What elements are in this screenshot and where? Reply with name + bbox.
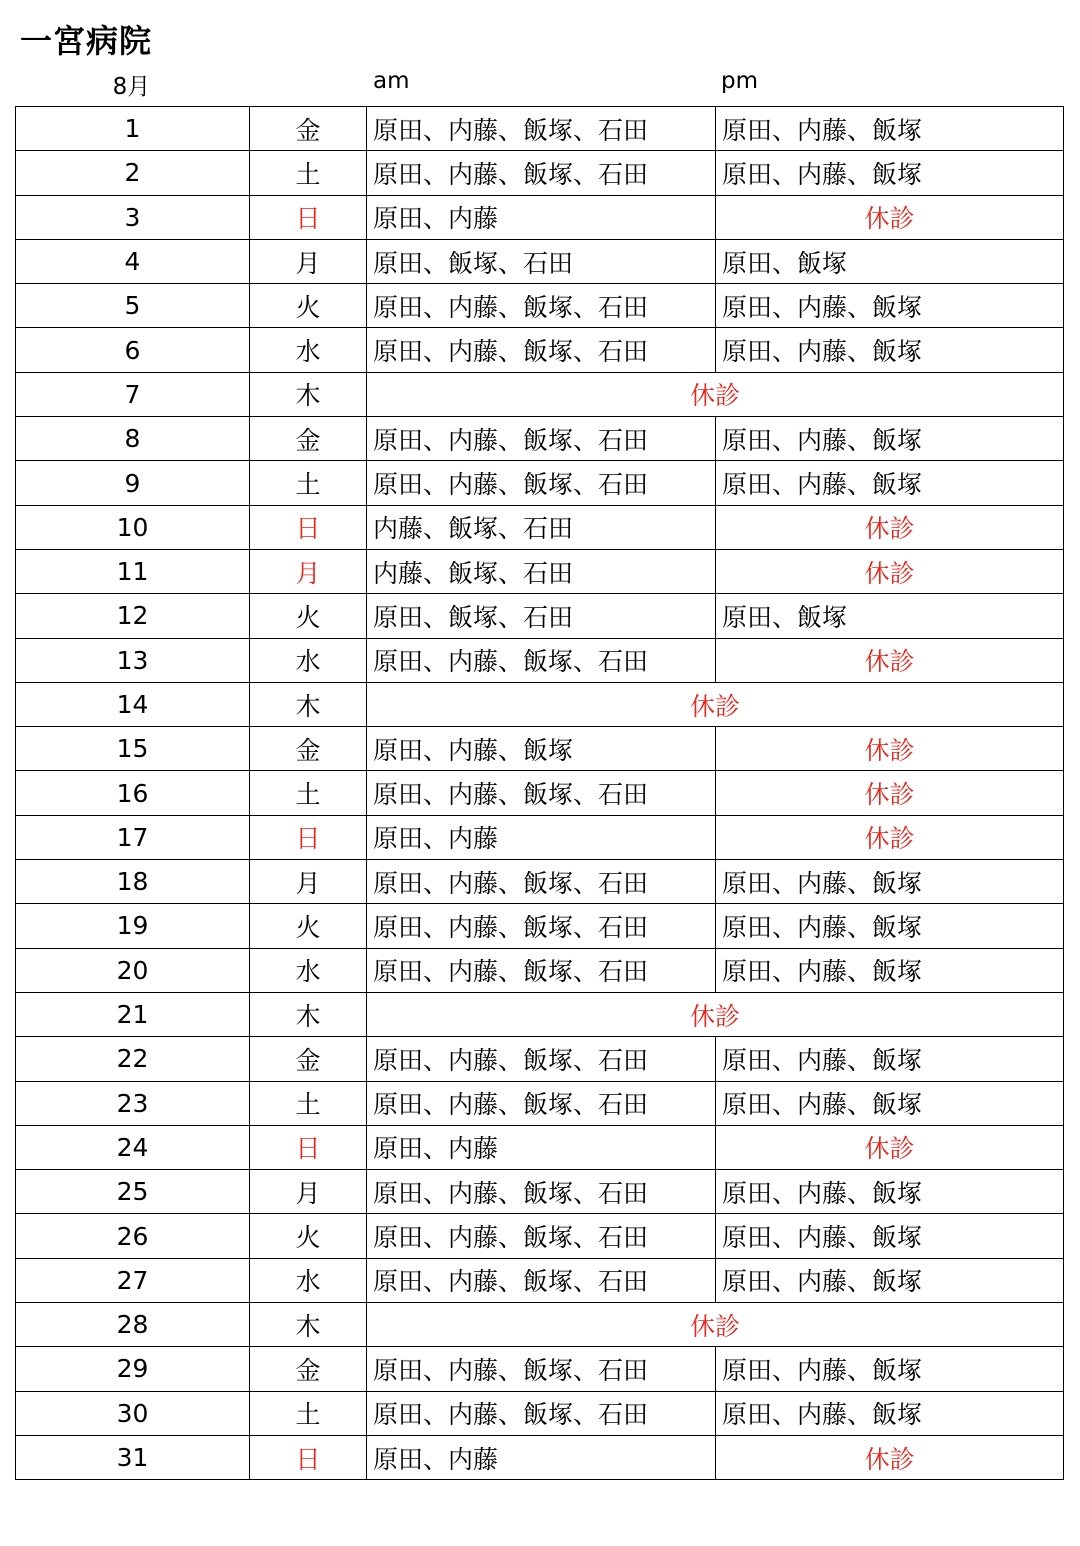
am-doctors-cell: 原田、内藤、飯塚、石田 — [367, 904, 716, 948]
weekday-cell: 火 — [250, 904, 367, 948]
day-cell: 9 — [16, 461, 250, 505]
am-doctors-cell: 原田、内藤、飯塚、石田 — [367, 461, 716, 505]
day-cell: 4 — [16, 239, 250, 283]
weekday-cell: 土 — [250, 771, 367, 815]
pm-doctors-cell: 原田、内藤、飯塚 — [716, 904, 1064, 948]
table-row — [16, 328, 1064, 372]
am-doctors-cell: 原田、内藤、飯塚、石田 — [367, 1258, 716, 1302]
weekday-cell: 月 — [250, 239, 367, 283]
pm-doctors-cell: 原田、飯塚 — [716, 594, 1064, 638]
table-row — [16, 992, 1064, 1036]
weekday-cell: 火 — [250, 1214, 367, 1258]
table-row — [16, 461, 1064, 505]
pm-closed-cell: 休診 — [716, 1435, 1064, 1479]
day-cell: 12 — [16, 594, 250, 638]
weekday-cell: 日 — [250, 815, 367, 859]
table-row — [16, 549, 1064, 593]
am-doctors-cell: 原田、内藤、飯塚、石田 — [367, 1347, 716, 1391]
am-doctors-cell: 内藤、飯塚、石田 — [367, 549, 716, 593]
table-row — [16, 1347, 1064, 1391]
pm-closed-cell: 休診 — [716, 1125, 1064, 1169]
table-row — [16, 1081, 1064, 1125]
pm-doctors-cell: 原田、内藤、飯塚 — [716, 151, 1064, 195]
day-cell: 13 — [16, 638, 250, 682]
day-cell: 2 — [16, 151, 250, 195]
day-cell: 27 — [16, 1258, 250, 1302]
day-cell: 21 — [16, 992, 250, 1036]
am-doctors-cell: 原田、内藤、飯塚、石田 — [367, 284, 716, 328]
pm-doctors-cell: 原田、内藤、飯塚 — [716, 328, 1064, 372]
weekday-cell: 金 — [250, 107, 367, 151]
am-doctors-cell: 原田、内藤、飯塚、石田 — [367, 948, 716, 992]
weekday-cell: 月 — [250, 549, 367, 593]
weekday-cell: 水 — [250, 1258, 367, 1302]
table-row — [16, 682, 1064, 726]
table-row — [16, 1391, 1064, 1435]
table-row — [16, 904, 1064, 948]
day-cell: 5 — [16, 284, 250, 328]
table-row — [16, 1037, 1064, 1081]
weekday-cell: 土 — [250, 1081, 367, 1125]
weekday-cell: 金 — [250, 1347, 367, 1391]
weekday-cell: 金 — [250, 1037, 367, 1081]
weekday-cell: 土 — [250, 151, 367, 195]
day-cell: 30 — [16, 1391, 250, 1435]
am-doctors-cell: 原田、内藤、飯塚、石田 — [367, 1081, 716, 1125]
weekday-cell: 水 — [250, 948, 367, 992]
pm-doctors-cell: 原田、内藤、飯塚 — [716, 1214, 1064, 1258]
table-row — [16, 727, 1064, 771]
day-cell: 19 — [16, 904, 250, 948]
day-cell: 11 — [16, 549, 250, 593]
am-doctors-cell: 内藤、飯塚、石田 — [367, 505, 716, 549]
am-doctors-cell: 原田、内藤、飯塚、石田 — [367, 860, 716, 904]
weekday-cell: 日 — [250, 195, 367, 239]
schedule-body — [16, 107, 1064, 1480]
pm-doctors-cell: 原田、内藤、飯塚 — [716, 1347, 1064, 1391]
closed-day-cell: 休診 — [367, 1303, 1064, 1347]
pm-doctors-cell: 原田、内藤、飯塚 — [716, 1081, 1064, 1125]
pm-doctors-cell: 原田、内藤、飯塚 — [716, 1258, 1064, 1302]
table-row — [16, 638, 1064, 682]
am-header: am — [373, 68, 410, 94]
table-row — [16, 107, 1064, 151]
table-row — [16, 417, 1064, 461]
am-doctors-cell: 原田、内藤、飯塚、石田 — [367, 1170, 716, 1214]
pm-doctors-cell: 原田、内藤、飯塚 — [716, 948, 1064, 992]
am-doctors-cell: 原田、飯塚、石田 — [367, 239, 716, 283]
day-cell: 3 — [16, 195, 250, 239]
pm-doctors-cell: 原田、内藤、飯塚 — [716, 1391, 1064, 1435]
pm-closed-cell: 休診 — [716, 195, 1064, 239]
day-cell: 29 — [16, 1347, 250, 1391]
day-cell: 26 — [16, 1214, 250, 1258]
am-doctors-cell: 原田、内藤、飯塚、石田 — [367, 638, 716, 682]
am-doctors-cell: 原田、内藤 — [367, 1125, 716, 1169]
weekday-cell: 木 — [250, 372, 367, 416]
weekday-cell: 金 — [250, 727, 367, 771]
day-cell: 15 — [16, 727, 250, 771]
day-cell: 18 — [16, 860, 250, 904]
table-row — [16, 505, 1064, 549]
table-row — [16, 1214, 1064, 1258]
weekday-cell: 金 — [250, 417, 367, 461]
am-doctors-cell: 原田、飯塚、石田 — [367, 594, 716, 638]
pm-doctors-cell: 原田、内藤、飯塚 — [716, 1037, 1064, 1081]
pm-doctors-cell: 原田、内藤、飯塚 — [716, 1170, 1064, 1214]
weekday-cell: 土 — [250, 1391, 367, 1435]
day-cell: 23 — [16, 1081, 250, 1125]
table-row — [16, 1435, 1064, 1479]
am-doctors-cell: 原田、内藤、飯塚 — [367, 727, 716, 771]
weekday-cell: 木 — [250, 1303, 367, 1347]
am-doctors-cell: 原田、内藤 — [367, 815, 716, 859]
am-doctors-cell: 原田、内藤、飯塚、石田 — [367, 1391, 716, 1435]
pm-doctors-cell: 原田、飯塚 — [716, 239, 1064, 283]
weekday-cell: 火 — [250, 284, 367, 328]
am-doctors-cell: 原田、内藤、飯塚、石田 — [367, 1214, 716, 1258]
month-label: 8月 — [112, 74, 151, 100]
am-doctors-cell: 原田、内藤 — [367, 195, 716, 239]
weekday-cell: 木 — [250, 682, 367, 726]
day-cell: 17 — [16, 815, 250, 859]
schedule-table — [15, 106, 1064, 1480]
page-title: 一宮病院 — [20, 22, 153, 60]
closed-day-cell: 休診 — [367, 682, 1064, 726]
day-cell: 25 — [16, 1170, 250, 1214]
pm-closed-cell: 休診 — [716, 815, 1064, 859]
day-cell: 1 — [16, 107, 250, 151]
day-cell: 16 — [16, 771, 250, 815]
day-cell: 14 — [16, 682, 250, 726]
pm-closed-cell: 休診 — [716, 549, 1064, 593]
pm-doctors-cell: 原田、内藤、飯塚 — [716, 417, 1064, 461]
day-cell: 22 — [16, 1037, 250, 1081]
weekday-cell: 日 — [250, 1125, 367, 1169]
table-row — [16, 372, 1064, 416]
pm-closed-cell: 休診 — [716, 638, 1064, 682]
table-row — [16, 860, 1064, 904]
pm-doctors-cell: 原田、内藤、飯塚 — [716, 860, 1064, 904]
pm-closed-cell: 休診 — [716, 505, 1064, 549]
table-row — [16, 594, 1064, 638]
weekday-cell: 月 — [250, 1170, 367, 1214]
table-row — [16, 948, 1064, 992]
weekday-cell: 水 — [250, 638, 367, 682]
weekday-cell: 木 — [250, 992, 367, 1036]
table-row — [16, 771, 1064, 815]
weekday-cell: 火 — [250, 594, 367, 638]
table-row — [16, 151, 1064, 195]
pm-closed-cell: 休診 — [716, 727, 1064, 771]
table-row — [16, 1258, 1064, 1302]
am-doctors-cell: 原田、内藤、飯塚、石田 — [367, 107, 716, 151]
am-doctors-cell: 原田、内藤、飯塚、石田 — [367, 771, 716, 815]
day-cell: 8 — [16, 417, 250, 461]
am-doctors-cell: 原田、内藤、飯塚、石田 — [367, 417, 716, 461]
table-row — [16, 815, 1064, 859]
weekday-cell: 土 — [250, 461, 367, 505]
table-row — [16, 195, 1064, 239]
day-cell: 31 — [16, 1435, 250, 1479]
day-cell: 7 — [16, 372, 250, 416]
day-cell: 28 — [16, 1303, 250, 1347]
weekday-cell: 月 — [250, 860, 367, 904]
pm-doctors-cell: 原田、内藤、飯塚 — [716, 461, 1064, 505]
am-doctors-cell: 原田、内藤 — [367, 1435, 716, 1479]
weekday-cell: 日 — [250, 1435, 367, 1479]
weekday-cell: 水 — [250, 328, 367, 372]
table-row — [16, 1125, 1064, 1169]
weekday-cell: 日 — [250, 505, 367, 549]
table-row — [16, 239, 1064, 283]
pm-header: pm — [721, 68, 759, 94]
day-cell: 6 — [16, 328, 250, 372]
closed-day-cell: 休診 — [367, 992, 1064, 1036]
column-header-row — [15, 68, 1063, 98]
day-cell: 20 — [16, 948, 250, 992]
closed-day-cell: 休診 — [367, 372, 1064, 416]
day-cell: 10 — [16, 505, 250, 549]
am-doctors-cell: 原田、内藤、飯塚、石田 — [367, 328, 716, 372]
table-row — [16, 1303, 1064, 1347]
day-cell: 24 — [16, 1125, 250, 1169]
am-doctors-cell: 原田、内藤、飯塚、石田 — [367, 1037, 716, 1081]
am-doctors-cell: 原田、内藤、飯塚、石田 — [367, 151, 716, 195]
pm-doctors-cell: 原田、内藤、飯塚 — [716, 284, 1064, 328]
pm-doctors-cell: 原田、内藤、飯塚 — [716, 107, 1064, 151]
table-row — [16, 284, 1064, 328]
pm-closed-cell: 休診 — [716, 771, 1064, 815]
table-row — [16, 1170, 1064, 1214]
